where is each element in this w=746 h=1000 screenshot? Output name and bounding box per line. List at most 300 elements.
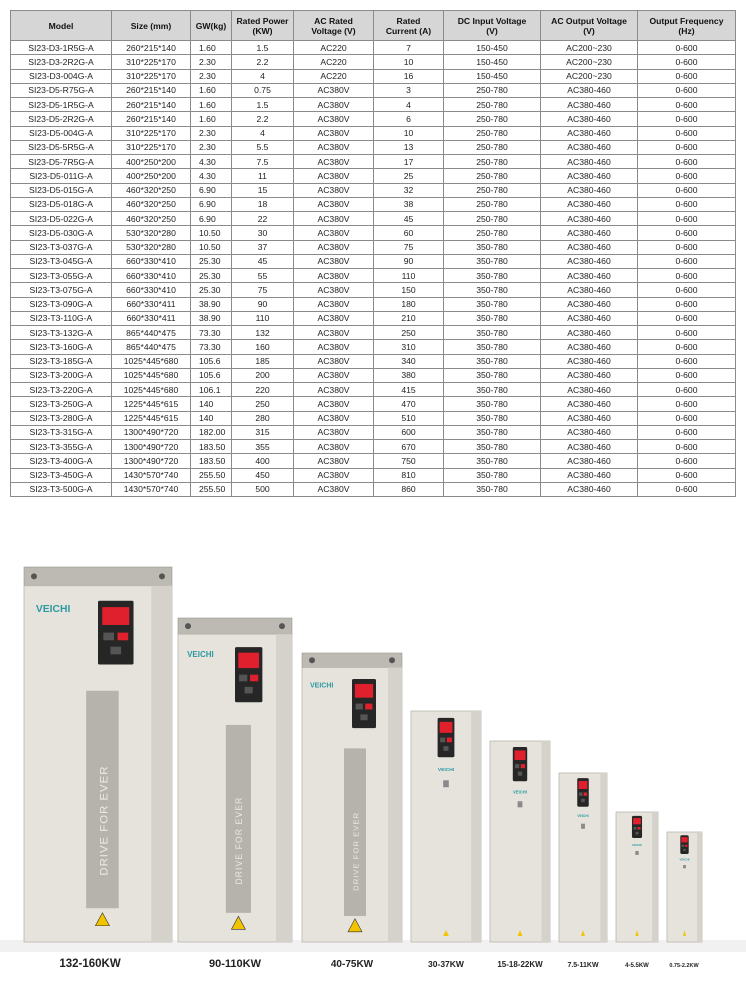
cell-output-frequency: 0-600: [638, 326, 736, 340]
cell-dc-input-voltage: 250-780: [444, 112, 541, 126]
header-ac-rated-voltage: [294, 11, 374, 41]
cell-rated-power: 0.75: [232, 83, 294, 97]
cell-rated-current: 16: [374, 69, 444, 83]
cell-rated-current: 750: [374, 454, 444, 468]
cell-ac-rated-voltage: AC380V: [294, 283, 374, 297]
keypad-button: [356, 704, 363, 710]
cell-gw: 6.90: [191, 212, 232, 226]
cell-model: SI23-T3-355G-A: [11, 440, 112, 454]
table-body: [11, 41, 736, 497]
mounting-hole: [309, 657, 315, 663]
cell-gw: 38.90: [191, 297, 232, 311]
cell-rated-current: 810: [374, 468, 444, 482]
cell-output-frequency: 0-600: [638, 98, 736, 112]
cell-output-frequency: 0-600: [638, 354, 736, 368]
cell-output-frequency: 0-600: [638, 454, 736, 468]
cell-gw: 25.30: [191, 254, 232, 268]
cell-ac-rated-voltage: AC380V: [294, 440, 374, 454]
cell-size: 1225*445*615: [112, 411, 191, 425]
cell-rated-current: 310: [374, 340, 444, 354]
cell-output-frequency: 0-600: [638, 155, 736, 169]
cell-rated-current: 17: [374, 155, 444, 169]
cabinet-side: [652, 812, 658, 942]
table-row: [11, 254, 736, 268]
brand-logo: VEICHI: [513, 789, 527, 795]
table-row: [11, 311, 736, 325]
cell-ac-output-voltage: AC380-460: [541, 283, 638, 297]
unit-caption: 90-110KW: [209, 958, 261, 970]
cell-ac-output-voltage: AC380-460: [541, 226, 638, 240]
product-photo: [0, 545, 746, 1000]
brand-logo: VEICHI: [631, 842, 643, 847]
cell-output-frequency: 0-600: [638, 212, 736, 226]
cell-ac-rated-voltage: AC380V: [294, 98, 374, 112]
cell-ac-output-voltage: AC380-460: [541, 368, 638, 382]
cell-rated-power: 132: [232, 326, 294, 340]
table-row: [11, 354, 736, 368]
cell-dc-input-voltage: 250-780: [444, 83, 541, 97]
cell-rated-current: 7: [374, 41, 444, 55]
cell-output-frequency: 0-600: [638, 383, 736, 397]
cell-rated-current: 510: [374, 411, 444, 425]
table-row: [11, 126, 736, 140]
cell-rated-current: 38: [374, 197, 444, 211]
keypad-button: [239, 675, 247, 682]
cell-model: SI23-T3-132G-A: [11, 326, 112, 340]
cell-ac-rated-voltage: AC380V: [294, 269, 374, 283]
keypad-button: [683, 849, 686, 851]
cell-size: 310*225*170: [112, 140, 191, 154]
cell-rated-power: 45: [232, 254, 294, 268]
header-line2: Voltage (V): [311, 25, 356, 36]
cell-output-frequency: 0-600: [638, 411, 736, 425]
cell-rated-power: 500: [232, 482, 294, 496]
header-line1: DC Input Voltage: [457, 15, 527, 26]
cell-ac-output-voltage: AC380-460: [541, 454, 638, 468]
cell-output-frequency: 0-600: [638, 397, 736, 411]
cell-dc-input-voltage: 150-450: [444, 69, 541, 83]
table-row: [11, 269, 736, 283]
cell-output-frequency: 0-600: [638, 425, 736, 439]
table-row: [11, 368, 736, 382]
cell-output-frequency: 0-600: [638, 468, 736, 482]
keypad-button: [521, 764, 525, 768]
header-line1: GW(kg): [195, 20, 227, 31]
cell-ac-rated-voltage: AC380V: [294, 397, 374, 411]
cell-model: SI23-T3-400G-A: [11, 454, 112, 468]
cell-rated-power: 110: [232, 311, 294, 325]
cell-model: SI23-D5-1R5G-A: [11, 98, 112, 112]
unit-caption: 4-5.5KW: [625, 963, 649, 969]
cell-ac-rated-voltage: AC380V: [294, 354, 374, 368]
table-row: [11, 340, 736, 354]
keypad-button: [518, 772, 522, 776]
cell-rated-current: 3: [374, 83, 444, 97]
brand-logo: VEICHI: [35, 604, 71, 615]
cell-ac-output-voltage: AC380-460: [541, 397, 638, 411]
cell-ac-rated-voltage: AC380V: [294, 226, 374, 240]
table-row: [11, 425, 736, 439]
cell-ac-output-voltage: AC380-460: [541, 468, 638, 482]
cell-gw: 38.90: [191, 311, 232, 325]
keypad-button: [581, 799, 584, 802]
cell-output-frequency: 0-600: [638, 169, 736, 183]
keypad-display: [579, 781, 588, 789]
cell-gw: 4.30: [191, 169, 232, 183]
cell-size: 260*215*140: [112, 112, 191, 126]
cell-size: 1430*570*740: [112, 482, 191, 496]
cell-ac-rated-voltage: AC220: [294, 41, 374, 55]
cell-size: 1025*445*680: [112, 368, 191, 382]
cell-gw: 183.50: [191, 440, 232, 454]
cell-size: 460*320*250: [112, 197, 191, 211]
cell-ac-output-voltage: AC380-460: [541, 269, 638, 283]
keypad-button: [103, 633, 114, 641]
slogan-text: DRIVE FOR EVER: [351, 811, 361, 891]
header-line2: (KW): [252, 25, 273, 36]
table-row: [11, 112, 736, 126]
cell-ac-output-voltage: AC380-460: [541, 411, 638, 425]
cell-ac-output-voltage: AC380-460: [541, 183, 638, 197]
cell-ac-output-voltage: AC380-460: [541, 440, 638, 454]
cell-dc-input-voltage: 150-450: [444, 55, 541, 69]
cell-model: SI23-D5-018G-A: [11, 197, 112, 211]
table-row: [11, 212, 736, 226]
cell-dc-input-voltage: 250-780: [444, 197, 541, 211]
cell-gw: 105.6: [191, 354, 232, 368]
cell-ac-output-voltage: AC380-460: [541, 169, 638, 183]
table-row: [11, 283, 736, 297]
cell-dc-input-voltage: 350-780: [444, 440, 541, 454]
cell-ac-output-voltage: AC380-460: [541, 425, 638, 439]
keypad-display: [633, 818, 641, 824]
cell-ac-output-voltage: AC380-460: [541, 98, 638, 112]
cell-model: SI23-T3-250G-A: [11, 397, 112, 411]
cell-output-frequency: 0-600: [638, 340, 736, 354]
cabinet-side: [151, 586, 172, 942]
cell-model: SI23-T3-315G-A: [11, 425, 112, 439]
table-row: [11, 240, 736, 254]
cell-ac-rated-voltage: AC380V: [294, 240, 374, 254]
header-line1: Size (mm): [130, 20, 172, 31]
cell-ac-rated-voltage: AC380V: [294, 368, 374, 382]
cell-ac-rated-voltage: AC380V: [294, 482, 374, 496]
cell-ac-output-voltage: AC200~230: [541, 55, 638, 69]
keypad-display: [102, 607, 129, 625]
keypad-button: [579, 792, 582, 795]
cell-dc-input-voltage: 350-780: [444, 383, 541, 397]
cell-ac-rated-voltage: AC380V: [294, 126, 374, 140]
cabinet-side: [542, 741, 550, 942]
cell-gw: 182.00: [191, 425, 232, 439]
header-line2: Current (A): [385, 25, 432, 36]
header-line1: AC Rated: [314, 15, 353, 26]
keypad-button: [250, 675, 258, 682]
cell-gw: 73.30: [191, 340, 232, 354]
cell-ac-output-voltage: AC200~230: [541, 69, 638, 83]
cell-ac-output-voltage: AC200~230: [541, 41, 638, 55]
cell-rated-power: 4: [232, 126, 294, 140]
cell-ac-rated-voltage: AC380V: [294, 183, 374, 197]
cell-model: SI23-D5-030G-A: [11, 226, 112, 240]
cell-rated-power: 30: [232, 226, 294, 240]
cell-ac-output-voltage: AC380-460: [541, 240, 638, 254]
cell-gw: 4.30: [191, 155, 232, 169]
cell-ac-rated-voltage: AC220: [294, 69, 374, 83]
cell-output-frequency: 0-600: [638, 183, 736, 197]
cell-dc-input-voltage: 250-780: [444, 212, 541, 226]
header-line1: Output Frequency: [649, 15, 724, 26]
inverter-unit: [616, 812, 658, 942]
cell-model: SI23-D5-R75G-A: [11, 83, 112, 97]
inverter-unit: [24, 567, 172, 942]
cell-rated-current: 415: [374, 383, 444, 397]
cell-gw: 140: [191, 411, 232, 425]
cabinet-side: [276, 634, 292, 942]
cell-rated-power: 4: [232, 69, 294, 83]
cell-output-frequency: 0-600: [638, 283, 736, 297]
keypad-button: [118, 633, 129, 641]
cell-size: 1300*490*720: [112, 440, 191, 454]
cell-rated-power: 355: [232, 440, 294, 454]
cell-gw: 1.60: [191, 41, 232, 55]
cell-rated-power: 22: [232, 212, 294, 226]
cell-rated-power: 5.5: [232, 140, 294, 154]
table-row: [11, 226, 736, 240]
header-gw: [191, 11, 232, 41]
cell-ac-output-voltage: AC380-460: [541, 340, 638, 354]
cell-rated-current: 25: [374, 169, 444, 183]
cell-size: 400*250*200: [112, 169, 191, 183]
table-row: [11, 169, 736, 183]
cell-size: 865*440*475: [112, 326, 191, 340]
cell-model: SI23-D5-011G-A: [11, 169, 112, 183]
cell-model: SI23-D3-1R5G-A: [11, 41, 112, 55]
cell-dc-input-voltage: 350-780: [444, 482, 541, 496]
header-rated-power: [232, 11, 294, 41]
cell-model: SI23-T3-075G-A: [11, 283, 112, 297]
header-rated-current: [374, 11, 444, 41]
cell-dc-input-voltage: 250-780: [444, 155, 541, 169]
mounting-hole: [31, 573, 37, 579]
cell-model: SI23-D3-2R2G-A: [11, 55, 112, 69]
header-line1: AC Output Voltage: [551, 15, 627, 26]
cell-dc-input-voltage: 350-780: [444, 297, 541, 311]
cell-output-frequency: 0-600: [638, 83, 736, 97]
cell-size: 1025*445*680: [112, 383, 191, 397]
cell-dc-input-voltage: 350-780: [444, 354, 541, 368]
cell-rated-current: 210: [374, 311, 444, 325]
cell-dc-input-voltage: 150-450: [444, 41, 541, 55]
cell-model: SI23-D5-5R5G-A: [11, 140, 112, 154]
keypad-button: [443, 746, 448, 751]
cell-output-frequency: 0-600: [638, 197, 736, 211]
cell-ac-output-voltage: AC380-460: [541, 126, 638, 140]
cell-rated-power: 200: [232, 368, 294, 382]
keypad-button: [245, 687, 253, 694]
table-row: [11, 454, 736, 468]
cell-model: SI23-D3-004G-A: [11, 69, 112, 83]
cell-ac-rated-voltage: AC220: [294, 55, 374, 69]
header-line2: (V): [486, 25, 498, 36]
cell-ac-rated-voltage: AC380V: [294, 297, 374, 311]
cell-rated-current: 32: [374, 183, 444, 197]
header-output-frequency: [638, 11, 736, 41]
cell-rated-current: 90: [374, 254, 444, 268]
keypad-button: [515, 764, 519, 768]
cell-gw: 73.30: [191, 326, 232, 340]
brand-logo: VEICHI: [310, 682, 334, 690]
indicator: [443, 780, 449, 787]
header-line1: Rated Power: [236, 15, 289, 26]
cell-gw: 255.50: [191, 468, 232, 482]
mounting-bracket: [302, 653, 402, 667]
keypad-display: [681, 837, 687, 842]
cabinet-side: [388, 667, 402, 942]
keypad-button: [584, 792, 587, 795]
cell-size: 530*320*280: [112, 226, 191, 240]
cell-gw: 25.30: [191, 283, 232, 297]
table-row: [11, 440, 736, 454]
keypad-button: [360, 714, 367, 720]
keypad-display: [440, 722, 453, 733]
mounting-hole: [185, 623, 191, 629]
cabinet-side: [697, 832, 702, 942]
cell-rated-current: 150: [374, 283, 444, 297]
cell-size: 660*330*411: [112, 297, 191, 311]
inverter-unit: [302, 653, 402, 942]
cell-size: 660*330*410: [112, 254, 191, 268]
cell-output-frequency: 0-600: [638, 69, 736, 83]
cell-rated-power: 315: [232, 425, 294, 439]
header-model: [11, 11, 112, 41]
mounting-hole: [389, 657, 395, 663]
cell-rated-power: 250: [232, 397, 294, 411]
cell-rated-current: 45: [374, 212, 444, 226]
cell-size: 460*320*250: [112, 183, 191, 197]
cell-model: SI23-D5-015G-A: [11, 183, 112, 197]
cell-size: 400*250*200: [112, 155, 191, 169]
table-row: [11, 55, 736, 69]
table-row: [11, 183, 736, 197]
cabinet-side: [471, 711, 481, 942]
cell-ac-rated-voltage: AC380V: [294, 155, 374, 169]
cell-gw: 106.1: [191, 383, 232, 397]
cell-output-frequency: 0-600: [638, 297, 736, 311]
indicator: [518, 801, 523, 807]
keypad-button: [682, 845, 685, 847]
keypad-button: [685, 845, 688, 847]
table-row: [11, 41, 736, 55]
cell-rated-power: 185: [232, 354, 294, 368]
cell-ac-output-voltage: AC380-460: [541, 212, 638, 226]
cell-gw: 10.50: [191, 240, 232, 254]
cell-rated-current: 10: [374, 126, 444, 140]
table-row: [11, 468, 736, 482]
cell-dc-input-voltage: 350-780: [444, 397, 541, 411]
cell-gw: 6.90: [191, 197, 232, 211]
unit-caption: 40-75KW: [330, 959, 374, 970]
cell-output-frequency: 0-600: [638, 311, 736, 325]
cell-model: SI23-T3-500G-A: [11, 482, 112, 496]
table-row: [11, 297, 736, 311]
cabinet-side: [600, 773, 607, 942]
cell-ac-rated-voltage: AC380V: [294, 83, 374, 97]
inverter-unit: [667, 832, 702, 942]
cell-output-frequency: 0-600: [638, 440, 736, 454]
cell-model: SI23-D5-004G-A: [11, 126, 112, 140]
keypad-button: [638, 827, 641, 830]
cell-dc-input-voltage: 350-780: [444, 368, 541, 382]
cell-rated-power: 2.2: [232, 55, 294, 69]
cell-size: 1300*490*720: [112, 454, 191, 468]
cell-dc-input-voltage: 350-780: [444, 411, 541, 425]
cell-rated-power: 160: [232, 340, 294, 354]
cell-rated-power: 55: [232, 269, 294, 283]
keypad-button: [365, 704, 372, 710]
cell-rated-power: 280: [232, 411, 294, 425]
cell-ac-output-voltage: AC380-460: [541, 140, 638, 154]
brand-logo: VEICHI: [187, 649, 214, 659]
cell-rated-current: 340: [374, 354, 444, 368]
cell-ac-output-voltage: AC380-460: [541, 326, 638, 340]
indicator: [635, 851, 638, 855]
cell-model: SI23-T3-110G-A: [11, 311, 112, 325]
header-ac-output-voltage: [541, 11, 638, 41]
keypad-display: [515, 750, 526, 760]
cell-size: 660*330*410: [112, 283, 191, 297]
unit-caption: 0.75-2.2KW: [669, 963, 699, 969]
cell-ac-rated-voltage: AC380V: [294, 468, 374, 482]
cell-size: 310*225*170: [112, 55, 191, 69]
cell-model: SI23-D5-2R2G-A: [11, 112, 112, 126]
keypad-button: [110, 647, 121, 655]
inverter-lineup: [0, 545, 746, 1000]
cell-gw: 1.60: [191, 98, 232, 112]
cell-rated-power: 400: [232, 454, 294, 468]
brand-logo: VEICHI: [437, 768, 455, 774]
cell-gw: 255.50: [191, 482, 232, 496]
cell-output-frequency: 0-600: [638, 254, 736, 268]
cell-ac-output-voltage: AC380-460: [541, 197, 638, 211]
cell-rated-current: 60: [374, 226, 444, 240]
indicator: [683, 865, 686, 868]
table-row: [11, 98, 736, 112]
cell-rated-current: 600: [374, 425, 444, 439]
cell-rated-current: 75: [374, 240, 444, 254]
cell-ac-output-voltage: AC380-460: [541, 155, 638, 169]
cell-dc-input-voltage: 250-780: [444, 169, 541, 183]
unit-caption: 7.5-11KW: [567, 962, 599, 969]
cell-model: SI23-T3-450G-A: [11, 468, 112, 482]
cell-dc-input-voltage: 350-780: [444, 468, 541, 482]
cell-model: SI23-T3-037G-A: [11, 240, 112, 254]
cell-rated-current: 6: [374, 112, 444, 126]
cell-size: 310*225*170: [112, 69, 191, 83]
cell-size: 460*320*250: [112, 212, 191, 226]
cell-model: SI23-T3-045G-A: [11, 254, 112, 268]
cell-ac-output-voltage: AC380-460: [541, 254, 638, 268]
cell-ac-output-voltage: AC380-460: [541, 482, 638, 496]
cell-output-frequency: 0-600: [638, 226, 736, 240]
cell-model: SI23-T3-055G-A: [11, 269, 112, 283]
table-header-row: [11, 11, 736, 41]
cell-dc-input-voltage: 350-780: [444, 283, 541, 297]
cell-output-frequency: 0-600: [638, 126, 736, 140]
unit-caption: 30-37KW: [428, 959, 464, 969]
header-dc-input-voltage: [444, 11, 541, 41]
cell-size: 1430*570*740: [112, 468, 191, 482]
